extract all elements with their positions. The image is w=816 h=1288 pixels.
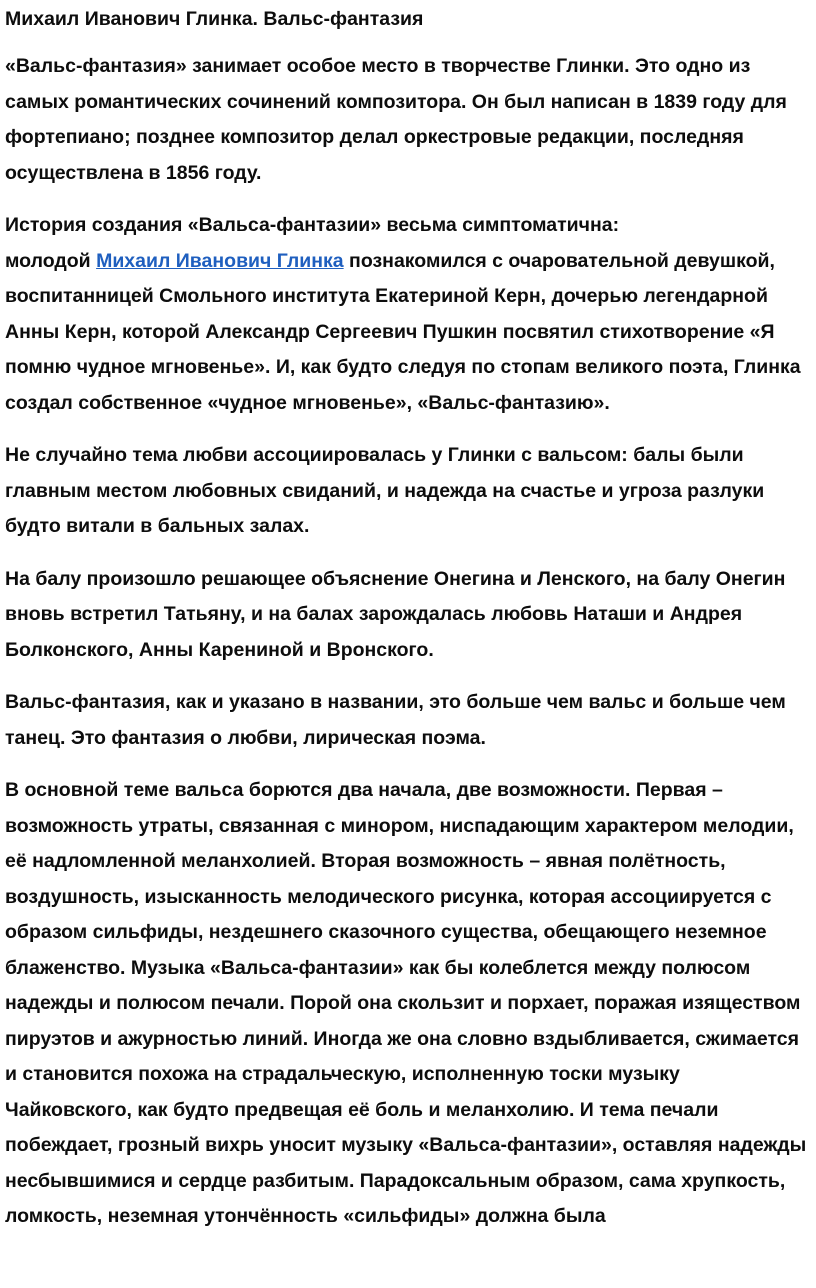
paragraph-history bbox=[5, 208, 812, 421]
paragraph-ball: На балу произошло решающее объяснение Онегина и Ленского, на балу Онегин вновь встретил Татьяну, и на балах зарождалась любовь Наташи и Андрея Болконского, Анны Карениной и Вронского. bbox=[5, 567, 786, 661]
paragraph-love-waltz: Не случайно тема любви ассоциировалась у Глинки с вальсом: балы были главным местом любовных свиданий, и надежда на счастье и угроза разлуки будто витали в бальных залах. bbox=[5, 444, 765, 537]
history-after-link-text: познакомился с очаровательной девушкой, воспитанницей Смольного института Екатериной Керн, дочерью легендарной Анны Керн, которой Александр Сергеевич Пушкин посвятил стихотворение «Я помню чудное мгновенье». И, как будто следуя по стопам великого поэта, Глинка создал собственное «чудное мгновенье», «Вальс-фантазию». bbox=[5, 249, 801, 414]
paragraph-main-theme: В основной теме вальса борются два начала, две возможности. Первая – возможность утраты, связанная с минором, ниспадающим характером мелодии, её надломленной меланхолией. Вторая возможность – явная полётность, воздушность, изысканность мелодического рисунка, которая ассоциируется с образом сильфиды, нездешнего сказочного существа, обещающего неземное блаженство. Музыка «Вальса-фантазии» как бы колеблется между полюсом надежды и полюсом печали. Порой она скользит и порхает, поражая изяществом пируэтов и ажурностью линий. Иногда же она словно вздыбливается, сжимается и становится похожа на страдальческую, исполненную тоски музыку Чайковского, как будто предвещая её боль и меланхолию. И тема печали побеждает, грозный вихрь уносит музыку «Вальса-фантазии», оставляя надежды несбывшимися и сердце разбитым. Парадоксальным образом, сама хрупкость, ломкость, неземная утончённость «сильфиды» должна была bbox=[5, 779, 807, 1227]
glinka-link[interactable]: Михаил Иванович Глинка bbox=[96, 249, 344, 272]
paragraph-intro: «Вальс-фантазия» занимает особое место в творчестве Глинки. Это одно из самых романтических сочинений композитора. Он был написан в 1839 году для фортепиано; позднее композитор делал оркестровые редакции, последняя осуществлена в 1856 году. bbox=[5, 55, 787, 184]
history-intro-text: История создания «Вальса-фантазии» весьма симптоматична: bbox=[5, 214, 620, 236]
history-before-link-text: молодой bbox=[5, 249, 97, 272]
document-title: Михаил Иванович Глинка. Вальс-фантазия bbox=[5, 8, 424, 30]
paragraph-fantasy: Вальс-фантазия, как и указано в названии, это больше чем вальс и больше чем танец. Это фантазия о любви, лирическая поэма. bbox=[5, 691, 786, 749]
